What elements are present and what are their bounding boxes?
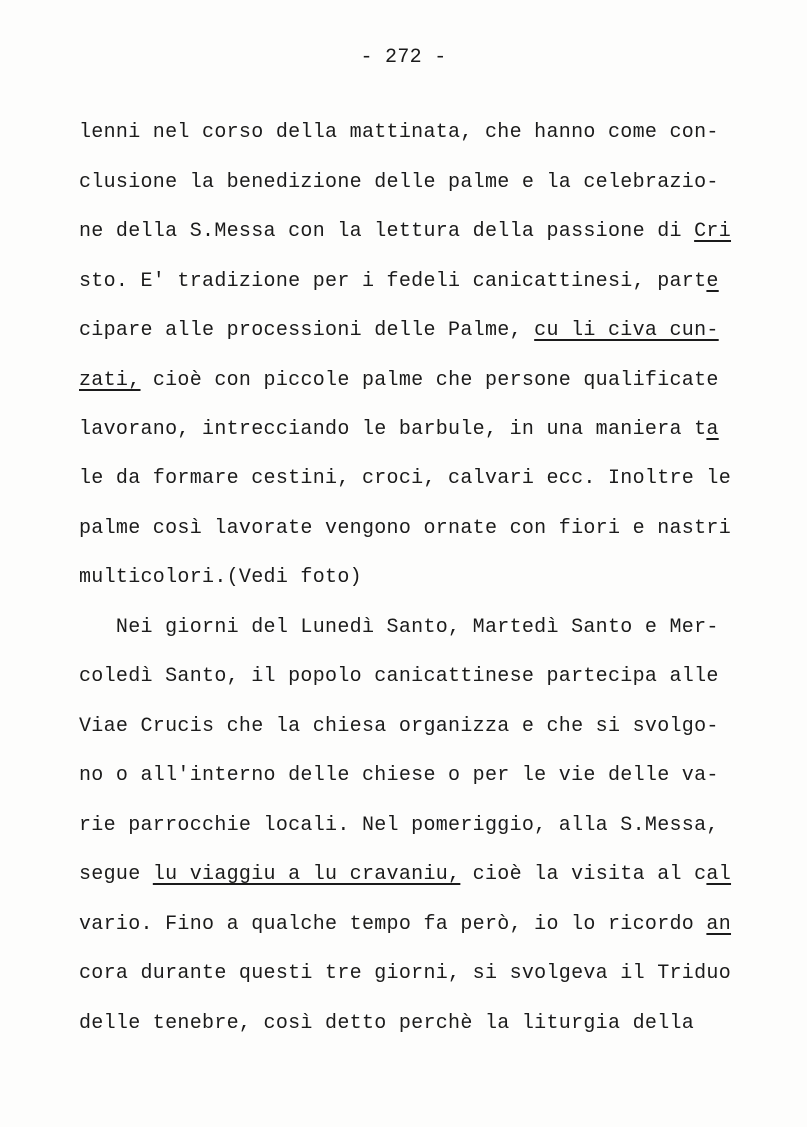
text-segment: sto. E' tradizione per i fedeli canicattinesi, part [79,270,707,293]
text-line: rie parrocchie locali. Nel pomeriggio, alla S.Messa, [79,814,719,837]
underlined-text: Cri [694,220,732,243]
text-line: multicolori.(Vedi foto) [79,566,362,589]
text-segment: cioè la visita al c [460,863,707,886]
text-line: clusione la benedizione delle palme e la celebrazio- [79,171,719,194]
underlined-dialect-phrase: zati, [79,369,141,392]
text-segment: ne della S.Messa con la lettura della passione di [79,220,695,243]
text-line [79,369,719,393]
text-line: le da formare cestini, croci, calvari ecc. Inoltre le [79,467,732,490]
text-segment: cipare alle processioni delle Palme, [79,319,535,342]
text-segment: cioè con piccole palme che persone qualificate [140,369,719,392]
underlined-text: al [706,863,732,886]
text-line: no o all'interno delle chiese o per le vie delle va- [79,764,719,787]
text-line [79,220,731,244]
underlined-dialect-phrase: cu li civa cun- [534,319,719,342]
underlined-text: e [706,270,719,293]
underlined-text: an [706,913,732,936]
text-segment: lavorano, intrecciando le barbule, in una maniera t [79,418,707,441]
text-line [79,418,719,442]
text-line [79,913,731,937]
text-line: cora durante questi tre giorni, si svolgeva il Triduo [79,962,732,985]
underlined-text: a [706,418,719,441]
text-line: coledì Santo, il popolo canicattinese partecipa alle [79,665,719,688]
text-line: lenni nel corso della mattinata, che hanno come con- [79,121,719,144]
underlined-dialect-phrase: lu viaggiu a lu cravaniu, [152,863,461,886]
text-line [79,863,731,887]
text-line [79,270,719,294]
text-segment: vario. Fino a qualche tempo fa però, io lo ricordo [79,913,707,936]
text-segment: segue [79,863,153,886]
text-line: palme così lavorate vengono ornate con fiori e nastri [79,517,732,540]
text-line: Nei giorni del Lunedì Santo, Martedì Santo e Mer- [79,616,719,639]
text-line [79,319,719,343]
text-line: delle tenebre, così detto perchè la liturgia della [79,1012,695,1035]
text-line: Viae Crucis che la chiesa organizza e che si svolgo- [79,715,719,738]
page-number: - 272 - [360,46,447,69]
